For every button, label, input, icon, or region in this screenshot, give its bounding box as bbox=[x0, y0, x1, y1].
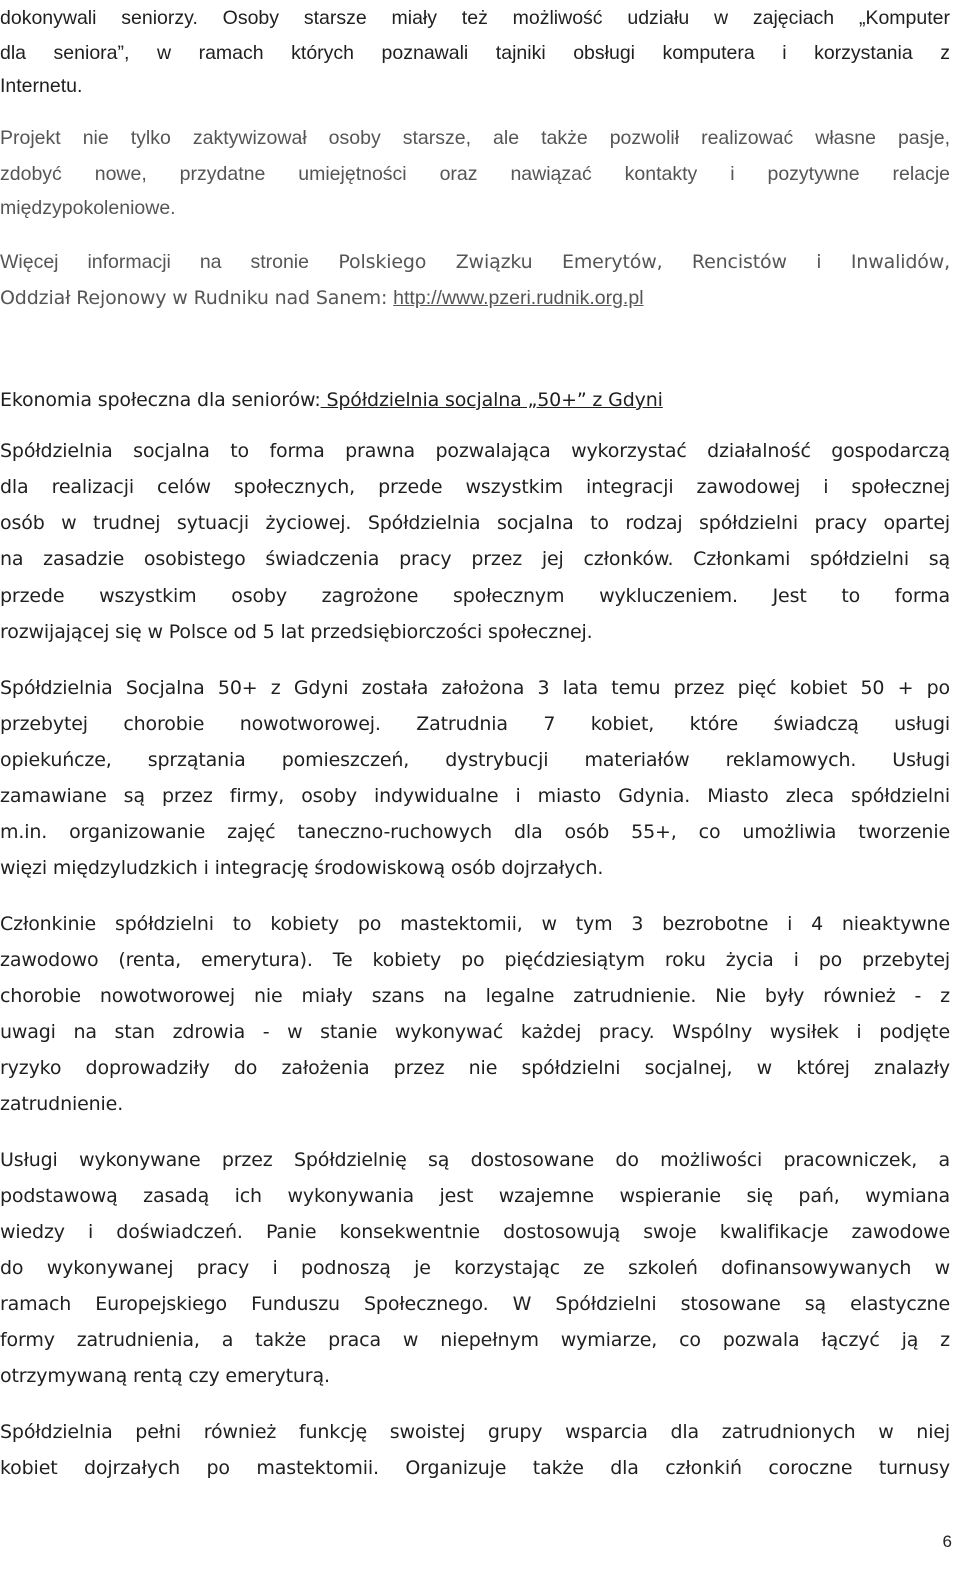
text-line: osób w trudnej sytuacji życiowej. Spółdzielnia socjalna to rodzaj spółdzielni pracy opartej bbox=[0, 512, 950, 534]
text-line: opiekuńcze, sprzątania pomieszczeń, dystrybucji materiałów reklamowych. Usługi bbox=[0, 749, 950, 771]
heading-title: Spółdzielnia socjalna „50+” z Gdyni bbox=[320, 389, 663, 411]
text-line: Członkinie spółdzielni to kobiety po mastektomii, w tym 3 bezrobotne i 4 nieaktywne bbox=[0, 913, 950, 935]
text-line: uwagi na stan zdrowia - w stanie wykonywać każdej pracy. Wspólny wysiłek i podjęte bbox=[0, 1021, 950, 1043]
text-line: zawodowo (renta, emerytura). Te kobiety po pięćdziesiątym roku życia i po przebytej bbox=[0, 949, 950, 971]
text-line: rozwijającej się w Polsce od 5 lat przedsiębiorczości społecznej. bbox=[0, 621, 593, 643]
more-info-branch: Oddział Rejonowy w Rudniku nad Sanem: bbox=[0, 287, 394, 309]
text-line: więzi międzyludzkich i integrację środowiskową osób dojrzałych. bbox=[0, 857, 604, 879]
text-line: przede wszystkim osoby zagrożone społecznym wykluczeniem. Jest to forma bbox=[0, 585, 950, 607]
text-line: Spółdzielnia pełni również funkcję swoistej grupy wsparcia dla zatrudnionych w niej bbox=[0, 1421, 950, 1443]
text-line: do wykonywanej pracy i podnoszą je korzystając ze szkoleń dofinansowywanych w bbox=[0, 1257, 950, 1279]
heading-lead: Ekonomia społeczna dla seniorów: bbox=[0, 389, 321, 411]
text-line: otrzymywaną rentą czy emeryturą. bbox=[0, 1365, 330, 1387]
text-line: Internetu. bbox=[0, 75, 83, 97]
text-line: międzypokoleniowe. bbox=[0, 197, 176, 219]
text-line: dla realizacji celów społecznych, przede wszystkim integracji zawodowej i społecznej bbox=[0, 476, 950, 498]
text-line: dokonywali seniorzy. Osoby starsze miały też możliwość udziału w zajęciach „Komputer bbox=[0, 7, 950, 29]
text-line: Usługi wykonywane przez Spółdzielnię są dostosowane do możliwości pracowniczek, a bbox=[0, 1149, 950, 1171]
text-line: wiedzy i doświadczeń. Panie konsekwentnie dostosowują swoje kwalifikacje zawodowe bbox=[0, 1221, 950, 1243]
more-info-org: Polskiego Związku Emerytów, Rencistów i Inwalidów, bbox=[308, 251, 950, 273]
website-link[interactable]: http://www.pzeri.rudnik.org.pl bbox=[393, 287, 644, 309]
text-line: zdobyć nowe, przydatne umiejętności oraz nawiązać kontakty i pozytywne relacje bbox=[0, 163, 950, 185]
more-info-line bbox=[0, 280, 950, 316]
text-line: dla seniora”, w ramach których poznawali tajniki obsługi komputera i korzystania z bbox=[0, 42, 950, 64]
text-line: Spółdzielnia Socjalna 50+ z Gdyni została założona 3 lata temu przez pięć kobiet 50 + po bbox=[0, 677, 950, 699]
section-heading bbox=[0, 382, 950, 418]
text-line: Projekt nie tylko zaktywizował osoby starsze, ale także pozwolił realizować własne pasje, bbox=[0, 127, 950, 149]
text-line: m.in. organizowanie zajęć taneczno-ruchowych dla osób 55+, co umożliwia tworzenie bbox=[0, 821, 950, 843]
text-line: podstawową zasadą ich wykonywania jest wzajemne wspieranie się pań, wymiana bbox=[0, 1185, 950, 1207]
text-line: przebytej chorobie nowotworowej. Zatrudnia 7 kobiet, które świadczą usługi bbox=[0, 713, 950, 735]
text-line: ryzyko doprowadziły do założenia przez nie spółdzielni socjalnej, w której znalazły bbox=[0, 1057, 950, 1079]
text-line: kobiet dojrzałych po mastektomii. Organizuje także dla członkiń coroczne turnusy bbox=[0, 1457, 950, 1479]
more-info-line bbox=[0, 244, 950, 280]
more-info-lead: Więcej informacji na stronie bbox=[0, 251, 309, 273]
text-line: zamawiane są przez firmy, osoby indywidualne i miasto Gdynia. Miasto zleca spółdzielni bbox=[0, 785, 950, 807]
page-number: 6 bbox=[942, 1532, 952, 1551]
text-line: Spółdzielnia socjalna to forma prawna pozwalająca wykorzystać działalność gospodarczą bbox=[0, 440, 950, 462]
text-line: chorobie nowotworowej nie miały szans na legalne zatrudnienie. Nie były również - z bbox=[0, 985, 950, 1007]
text-line: na zasadzie osobistego świadczenia pracy przez jej członków. Członkami spółdzielni są bbox=[0, 548, 950, 570]
text-line: formy zatrudnienia, a także praca w niepełnym wymiarze, co pozwala łączyć ją z bbox=[0, 1329, 950, 1351]
text-line: zatrudnienie. bbox=[0, 1093, 124, 1115]
text-line: ramach Europejskiego Funduszu Społecznego. W Spółdzielni stosowane są elastyczne bbox=[0, 1293, 950, 1315]
